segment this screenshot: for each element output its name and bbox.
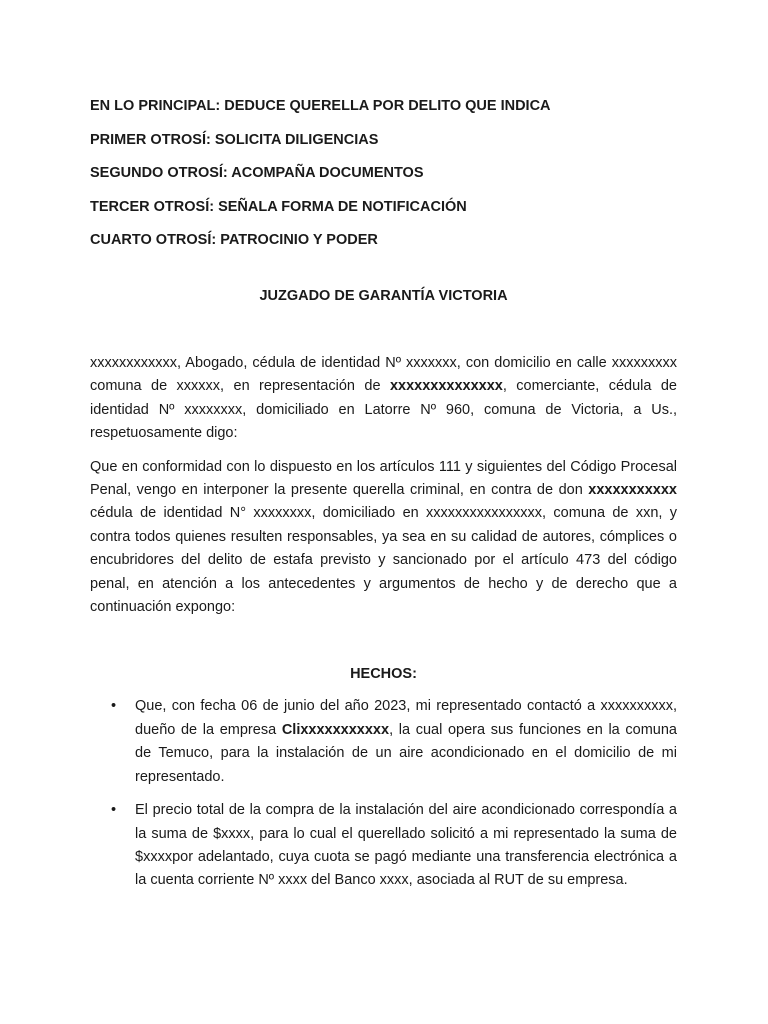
complaint-text-2: cédula de identidad N° xxxxxxxx, domiciliado en xxxxxxxxxxxxxxxx, comuna de xxn, y contra todos quienes resulten responsables, ya sea en su calidad de autores, cómplices o encubridores del delito de estafa previsto y sancionado por el artículo 473 del código penal, en atención a los antecedentes y argumentos de hecho y de derecho que a continuación expongo: — [90, 505, 677, 616]
complaint-paragraph — [90, 456, 677, 620]
client-name: xxxxxxxxxxxxxx — [389, 378, 503, 395]
fact-text-1: Que, con fecha 06 de junio del año 2023, mi representado contactó a xxxxxxxxxx, dueño de la empresa — [135, 698, 677, 738]
intro-paragraph — [90, 352, 677, 446]
complaint-text-1: Que en conformidad con lo dispuesto en los artículos 111 y siguientes del Código Procesal Penal, vengo en interponer la presente querella criminal, en contra de don — [90, 458, 677, 499]
company-name: Clixxxxxxxxxxx — [281, 721, 390, 738]
bullet-icon: • — [111, 698, 117, 715]
list-item — [90, 799, 677, 893]
heading-principal: EN LO PRINCIPAL: DEDUCE QUERELLA POR DELITO QUE INDICA — [90, 98, 551, 114]
fact-text-2: , la cual opera sus funciones en la comuna de Temuco, para la instalación de un aire acondicionado en el domicilio de mi representado. — [135, 721, 677, 785]
heading-cuarto-otrosi: CUARTO OTROSÍ: PATROCINIO Y PODER — [90, 232, 378, 248]
hechos-title: HECHOS: — [350, 666, 417, 683]
facts-list — [90, 695, 677, 892]
list-item — [90, 695, 677, 789]
heading-segundo-otrosi: SEGUNDO OTROSÍ: ACOMPAÑA DOCUMENTOS — [90, 165, 424, 181]
court-title: JUZGADO DE GARANTÍA VICTORIA — [259, 288, 508, 304]
document-page — [90, 95, 677, 903]
intro-text-1: xxxxxxxxxxxx, Abogado, cédula de identidad Nº xxxxxxx, con domicilio en calle xxxxxxxxx comuna de xxxxxx, en representación de — [90, 355, 677, 395]
intro-text-2: , comerciante, cédula de identidad Nº xxxxxxxx, domiciliado en Latorre Nº 960, comuna de Victoria, a Us., respetuosamente digo: — [90, 378, 677, 442]
heading-primer-otrosi: PRIMER OTROSÍ: SOLICITA DILIGENCIAS — [90, 131, 379, 148]
defendant-name: xxxxxxxxxxx — [588, 482, 677, 499]
petition-headings — [90, 95, 677, 251]
bullet-icon: • — [111, 802, 117, 819]
heading-tercer-otrosi: TERCER OTROSÍ: SEÑALA FORMA DE NOTIFICACIÓN — [90, 198, 467, 215]
fact-text: El precio total de la compra de la instalación del aire acondicionado correspondía a la suma de $xxxx, para lo cual el querellado solicitó a mi representado la suma de $xxxxpor adelantado, cuya cuota se pagó mediante una transferencia electrónica a la cuenta corriente Nº xxxx del Banco xxxx, asociada al RUT de su empresa. — [135, 802, 677, 889]
